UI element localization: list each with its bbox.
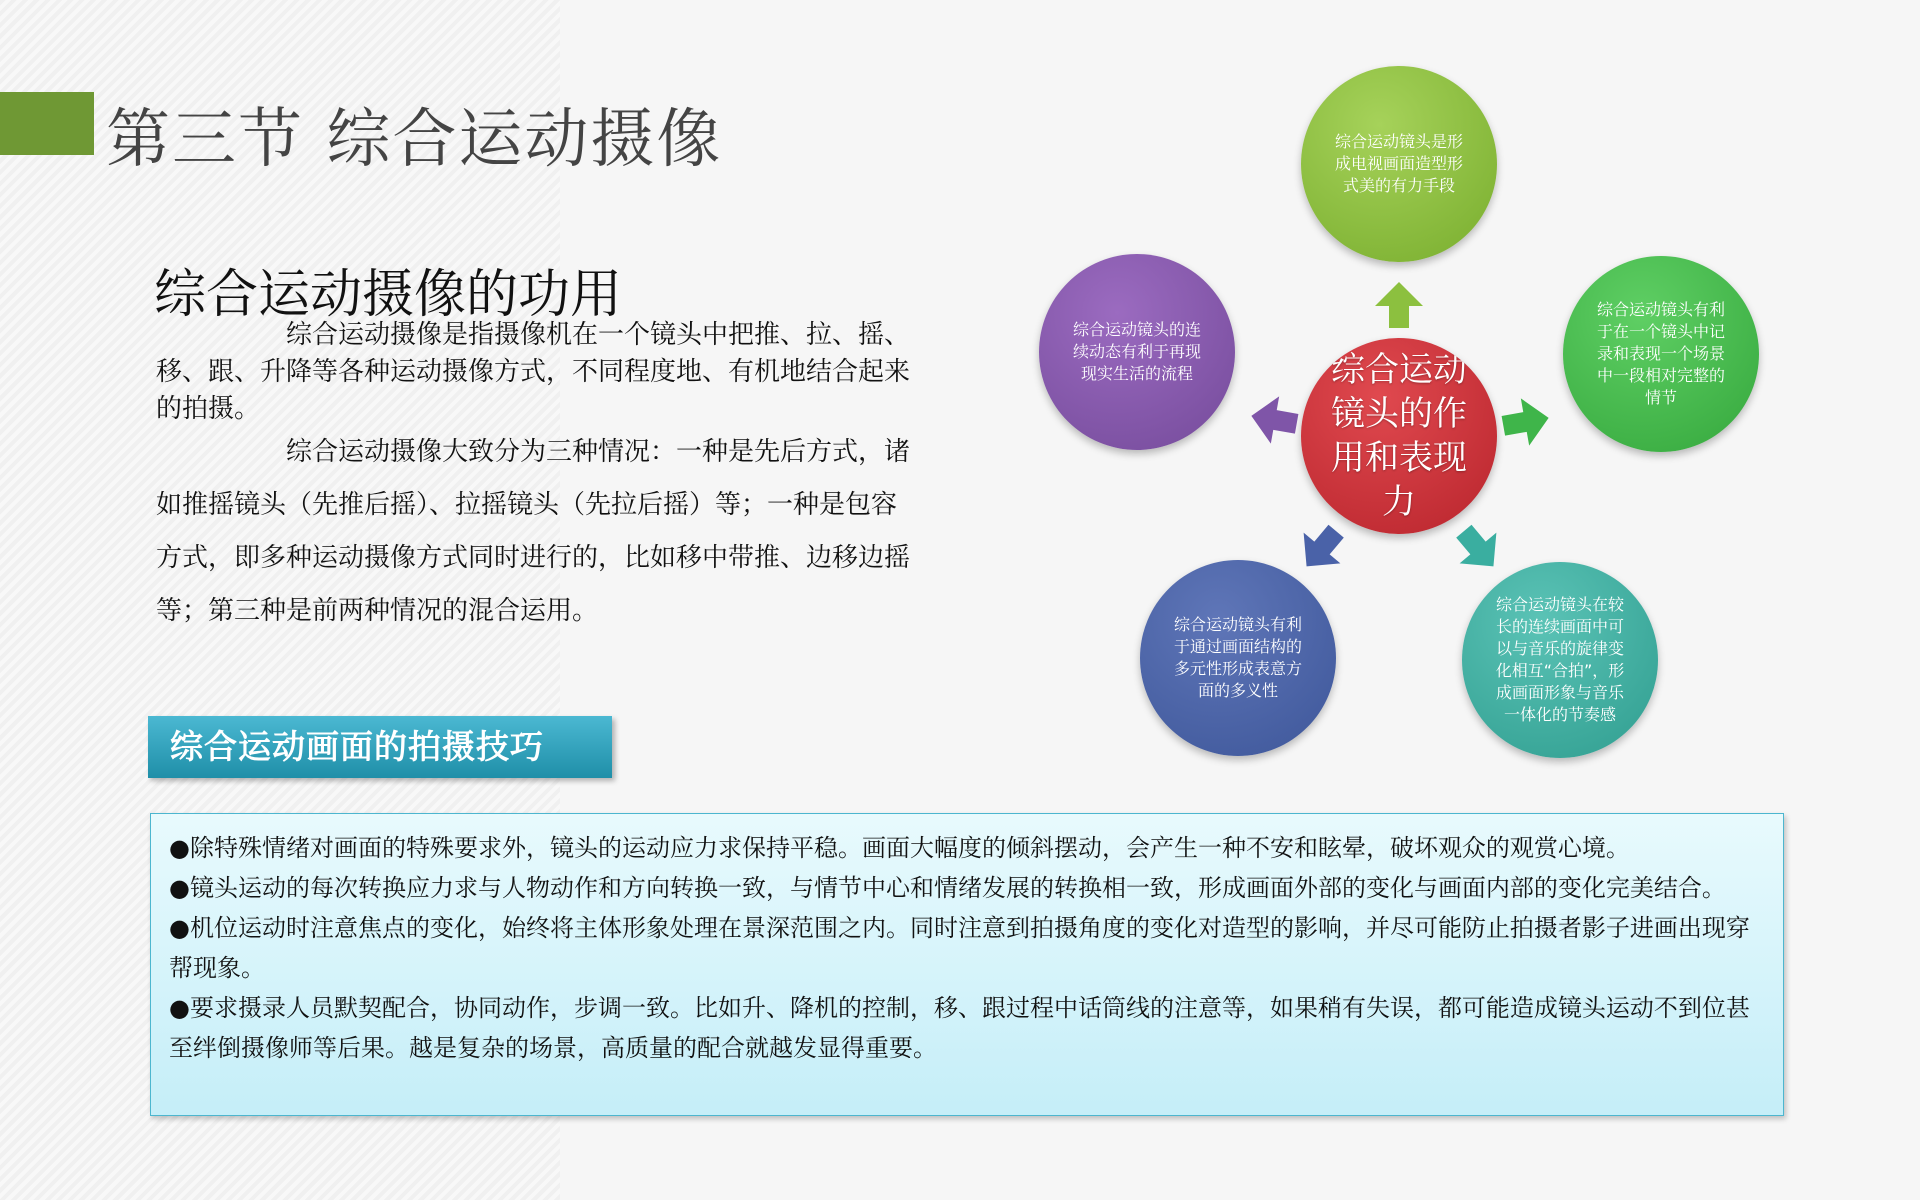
tip-item: ●机位运动时注意焦点的变化，始终将主体形象处理在景深范围之内。同时注意到拍摄角度的变化对造型的影响，并尽可能防止拍摄者影子进画出现穿帮现象。 xyxy=(169,914,1750,982)
arrow-right-icon xyxy=(1497,394,1553,450)
arrow-down-left-icon xyxy=(1294,520,1350,576)
arrow-down-right-icon xyxy=(1450,520,1506,576)
intro-text: 综合运动摄像是指摄像机在一个镜头中把推、拉、摇、移、跟、升降等各种运动摄像方式，不同程度地、有机地结合起来的拍摄。 xyxy=(156,320,911,424)
tip-item: ●要求摄录人员默契配合，协同动作，步调一致。比如升、降机的控制，移、跟过程中话筒线的注意等，如果稍有失误，都可能造成镜头运动不到位甚至绊倒摄像师等后果。越是复杂的场景，高质量的配合就越发显得重要。 xyxy=(169,994,1750,1062)
circle-bottom-right: 综合运动镜头在较长的连续画面中可以与音乐的旋律变化相互“合拍”，形成画面形象与音乐一体化的节奏感 xyxy=(1462,562,1658,758)
circle-right: 综合运动镜头有利于在一个镜头中记录和表现一个场景中一段相对完整的情节 xyxy=(1563,256,1759,452)
types-text: 综合运动摄像大致分为三种情况：一种是先后方式，诸如推摇镜头（先推后摇）、拉摇镜头（先拉后摇）等；一种是包容方式，即多种运动摄像方式同时进行的，比如移中带推、边移边摇等；第三种是前两种情况的混合运用。 xyxy=(156,437,911,626)
circle-top: 综合运动镜头是形成电视画面造型形式美的有力手段 xyxy=(1301,66,1497,262)
arrow-left-icon xyxy=(1247,392,1303,448)
function-diagram xyxy=(1000,50,1800,780)
circle-center: 综合运动镜头的作用和表现力 xyxy=(1301,338,1497,534)
intro-paragraph xyxy=(156,317,916,428)
types-paragraph xyxy=(156,426,916,638)
section-heading: 综合运动摄像的功用 xyxy=(154,265,623,325)
circle-bottom-left: 综合运动镜头有利于通过画面结构的多元性形成表意方面的多义性 xyxy=(1140,560,1336,756)
circle-left: 综合运动镜头的连续动态有利于再现现实生活的流程 xyxy=(1039,254,1235,450)
page-title: 第三节 综合运动摄像 xyxy=(106,103,723,177)
tips-box xyxy=(150,813,1784,1116)
tip-item: ●镜头运动的每次转换应力求与人物动作和方向转换一致，与情节中心和情绪发展的转换相一致，形成画面外部的变化与画面内部的变化完美结合。 xyxy=(169,874,1726,902)
title-accent-bar xyxy=(0,92,94,155)
tip-item: ●除特殊情绪对画面的特殊要求外，镜头的运动应力求保持平稳。画面大幅度的倾斜摆动，会产生一种不安和眩晕，破坏观众的观赏心境。 xyxy=(169,834,1630,862)
tips-header: 综合运动画面的拍摄技巧 xyxy=(148,716,612,778)
arrow-up-icon xyxy=(1371,278,1427,334)
